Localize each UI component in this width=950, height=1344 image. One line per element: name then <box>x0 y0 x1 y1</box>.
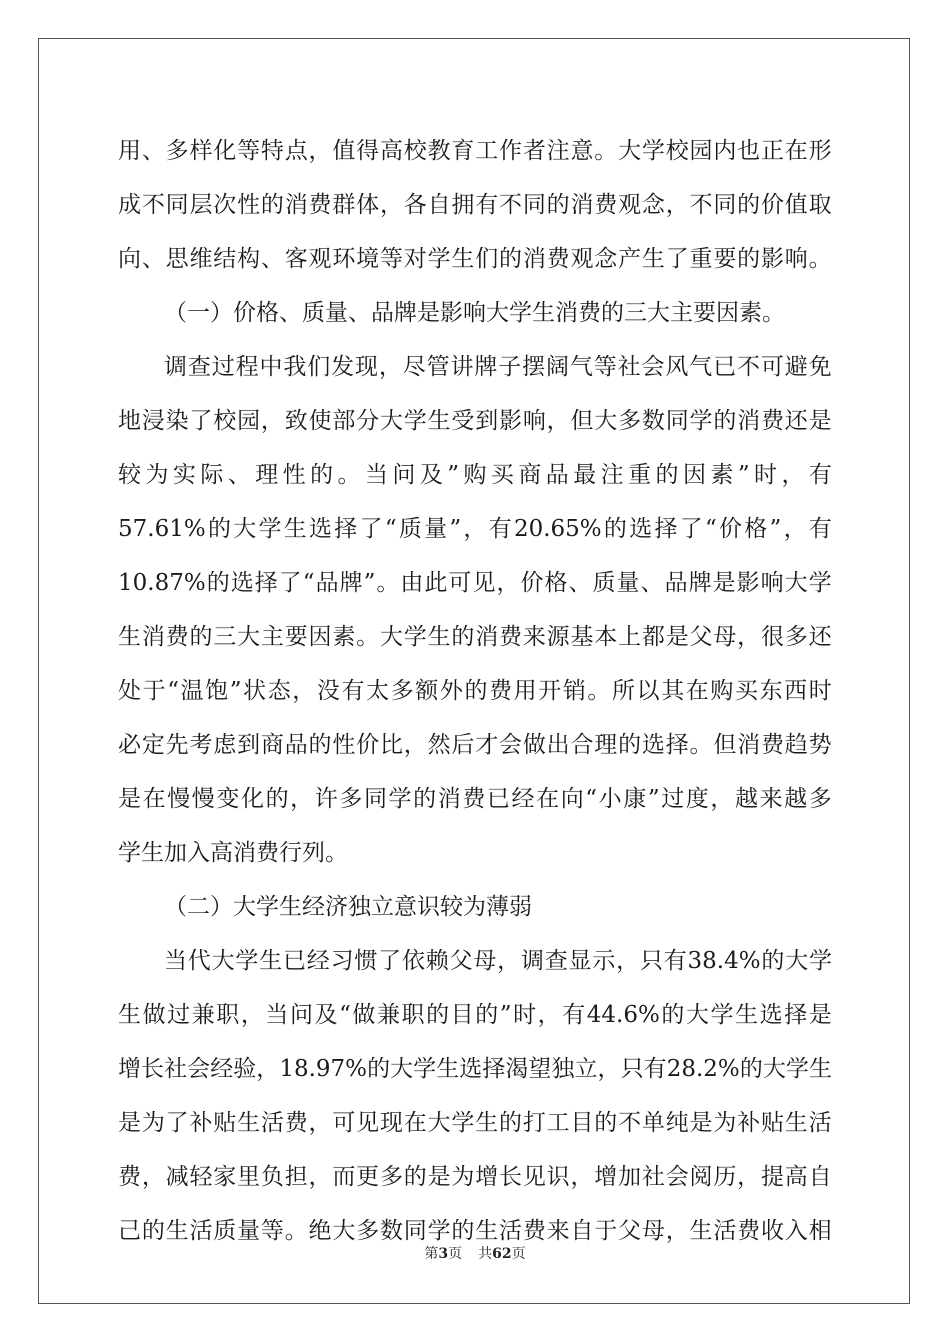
paragraph-line: 是 为 了 补 贴 生 活 费 ， 可 见 现 在 大 学 生 的 打 工 目 的 不 单 纯 是 为 补 贴 生 活 <box>118 1110 832 1136</box>
paragraph-line: 成 不 同 层 次 性 的 消 费 群 体 ， 各 自 拥 有 不 同 的 消 费 观 念 ， 不 同 的 价 值 取 <box>118 192 832 218</box>
paragraph-line: 调 查 过 程 中 我 们 发 现 ， 尽 管 讲 牌 子 摆 阔 气 等 社 会 风 气 已 不 可 避 免 <box>164 354 832 380</box>
paragraph-line: 增 长 社 会 经 验 ， 18.97% 的 大 学 生 选 择 渴 望 独 立 ， 只 有 28.2% 的 大 学 生 <box>118 1056 832 1082</box>
paragraph-line: （一）价格、质量、品牌是影响大学生消费的三大主要因素。 <box>164 300 785 326</box>
paragraph-line: 当 代 大 学 生 已 经 习 惯 了 依 赖 父 母 ， 调 查 显 示 ， 只 有 38.4% 的 大 学 <box>164 948 832 974</box>
paragraph-line: 己 的 生 活 质 量 等 。 绝 大 多 数 同 学 的 生 活 费 来 自 于 父 母 ， 生 活 费 收 入 相 <box>118 1218 832 1244</box>
paragraph-line: 生 消 费 的 三 大 主 要 因 素 。 大 学 生 的 消 费 来 源 基 本 上 都 是 父 母 ， 很 多 还 <box>118 624 832 650</box>
paragraph-line: 必 定 先 考 虑 到 商 品 的 性 价 比 ， 然 后 才 会 做 出 合 理 的 选 择 。 但 消 费 趋 势 <box>118 732 832 758</box>
paragraph-line: 较 为 实 际 、 理 性 的 。 当 问 及 ” 购 买 商 品 最 注 重 的 因 素 ” 时 ， 有 <box>118 462 832 488</box>
paragraph-line: 生 做 过 兼 职 ， 当 问 及 “ 做 兼 职 的 目 的 ” 时 ， 有 44.6% 的 大 学 生 选 择 是 <box>118 1002 832 1028</box>
paragraph-line: 向 、 思 维 结 构 、 客 观 环 境 等 对 学 生 们 的 消 费 观 念 产 生 了 重 要 的 影 响 。 <box>118 246 832 272</box>
paragraph-line: 学生加入高消费行列。 <box>118 840 348 866</box>
footer-total-suffix: 页 <box>511 1246 526 1262</box>
footer-total-prefix: 共 <box>478 1246 493 1262</box>
paragraph-line: 是 在 慢 慢 变 化 的 ， 许 多 同 学 的 消 费 已 经 在 向 “ 小 康 ” 过 度 ， 越 来 越 多 <box>118 786 832 812</box>
paragraph-line: 用 、 多 样 化 等 特 点 ， 值 得 高 校 教 育 工 作 者 注 意 。 大 学 校 园 内 也 正 在 形 <box>118 138 832 164</box>
footer-total-number: 62 <box>492 1246 512 1262</box>
paragraph-line: 10.87% 的 选 择 了 “ 品 牌 ” 。 由 此 可 见 ， 价 格 、 质 量 、 品 牌 是 影 响 大 学 <box>118 570 832 596</box>
page-footer <box>0 1244 950 1264</box>
paragraph-line: 57.61% 的 大 学 生 选 择 了 “ 质 量 ” ， 有 20.65% 的 选 择 了 “ 价 格 ” ， 有 <box>118 516 832 542</box>
footer-page-number: 3 <box>438 1246 449 1262</box>
paragraph-line: 地 浸 染 了 校 园 ， 致 使 部 分 大 学 生 受 到 影 响 ， 但 大 多 数 同 学 的 消 费 还 是 <box>118 408 832 434</box>
footer-page-suffix: 页 <box>448 1246 463 1262</box>
paragraph-line: （二）大学生经济独立意识较为薄弱 <box>164 894 532 920</box>
document-body <box>118 124 832 1258</box>
paragraph-line: 处 于 “ 温 饱 ” 状 态 ， 没 有 太 多 额 外 的 费 用 开 销 。 所 以 其 在 购 买 东 西 时 <box>118 678 832 704</box>
footer-page-prefix: 第 <box>424 1246 439 1262</box>
paragraph-line: 费 ， 减 轻 家 里 负 担 ， 而 更 多 的 是 为 增 长 见 识 ， 增 加 社 会 阅 历 ， 提 高 自 <box>118 1164 832 1190</box>
